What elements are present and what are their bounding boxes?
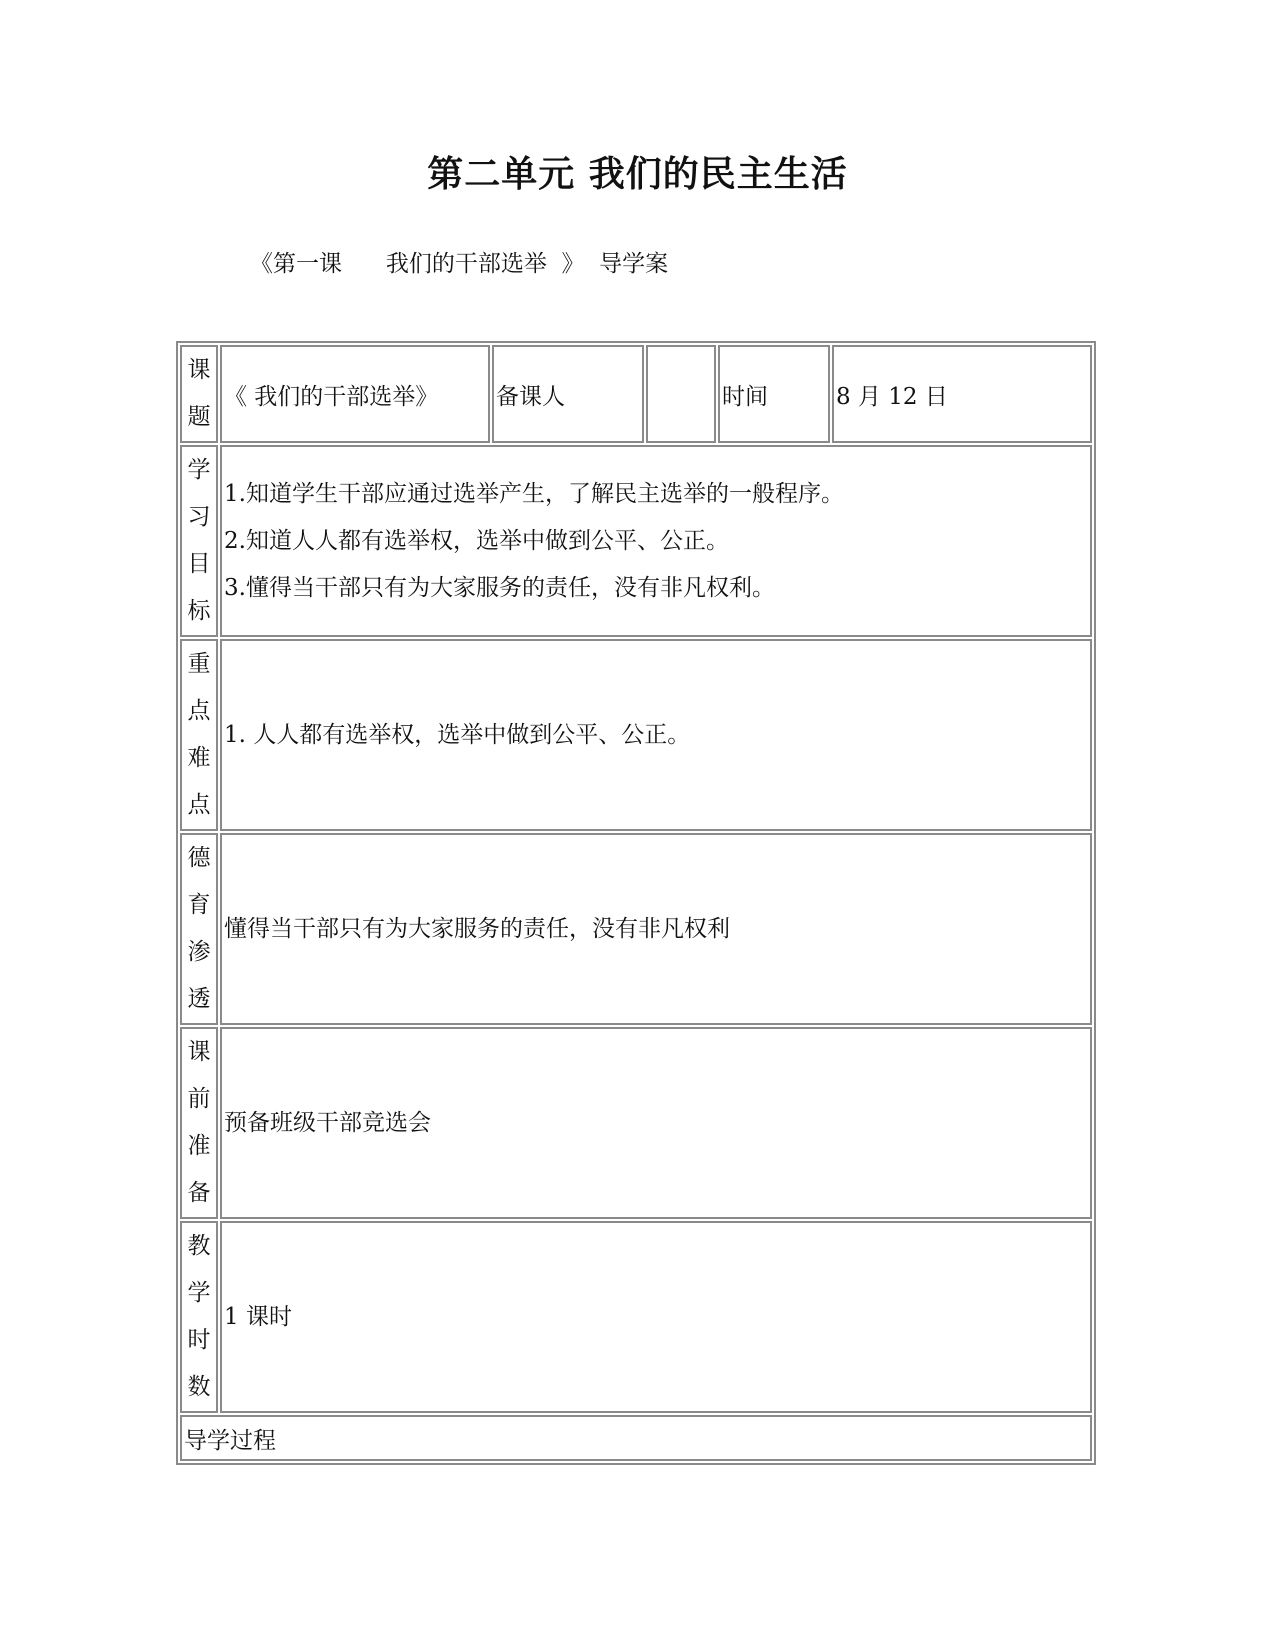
class-hours-content [220,1221,1092,1413]
moral-education-row [180,833,1092,1025]
objective-line: 2.知道人人都有选举权，选举中做到公平、公正。 [224,527,729,554]
objectives-content [220,445,1092,637]
objectives-label: 学 习 目 标 [180,445,218,637]
key-point-line: 1. 人人都有选举权，选举中做到公平、公正。 [224,721,691,748]
class-hours-row [180,1221,1092,1413]
class-hours-line: 1 课时 [224,1303,292,1330]
preparation-content [220,1027,1092,1219]
topic-row [180,345,1092,443]
preparation-line: 预备班级干部竞选会 [224,1109,431,1136]
document-title: 第二单元 我们的民主生活 [427,153,848,195]
key-points-label: 重 点 难 点 [180,639,218,831]
objective-line: 3.懂得当干部只有为大家服务的责任，没有非凡权利。 [224,574,775,601]
lesson-plan-table [176,341,1096,1465]
preparer-value [646,345,716,443]
preparation-label: 课 前 准 备 [180,1027,218,1219]
time-value: 8 月 12 日 [832,345,1092,443]
moral-education-label: 德 育 渗 透 [180,833,218,1025]
preparation-row [180,1027,1092,1219]
objective-line: 1.知道学生干部应通过选举产生，了解民主选举的一般程序。 [224,480,844,507]
time-label: 时间 [718,345,830,443]
key-points-row [180,639,1092,831]
class-hours-label: 教 学 时 数 [180,1221,218,1413]
moral-education-content [220,833,1092,1025]
key-points-content [220,639,1092,831]
topic-value: 《 我们的干部选举》 [220,345,490,443]
document-subtitle: 《第一课 我们的干部选举 》 导学案 [250,251,669,277]
preparer-label: 备课人 [492,345,644,443]
guided-process-label: 导学过程 [180,1415,1092,1461]
topic-label: 课 题 [180,345,218,443]
moral-education-line: 懂得当干部只有为大家服务的责任，没有非凡权利 [224,915,730,942]
objectives-row [180,445,1092,637]
guided-process-row [180,1415,1092,1461]
